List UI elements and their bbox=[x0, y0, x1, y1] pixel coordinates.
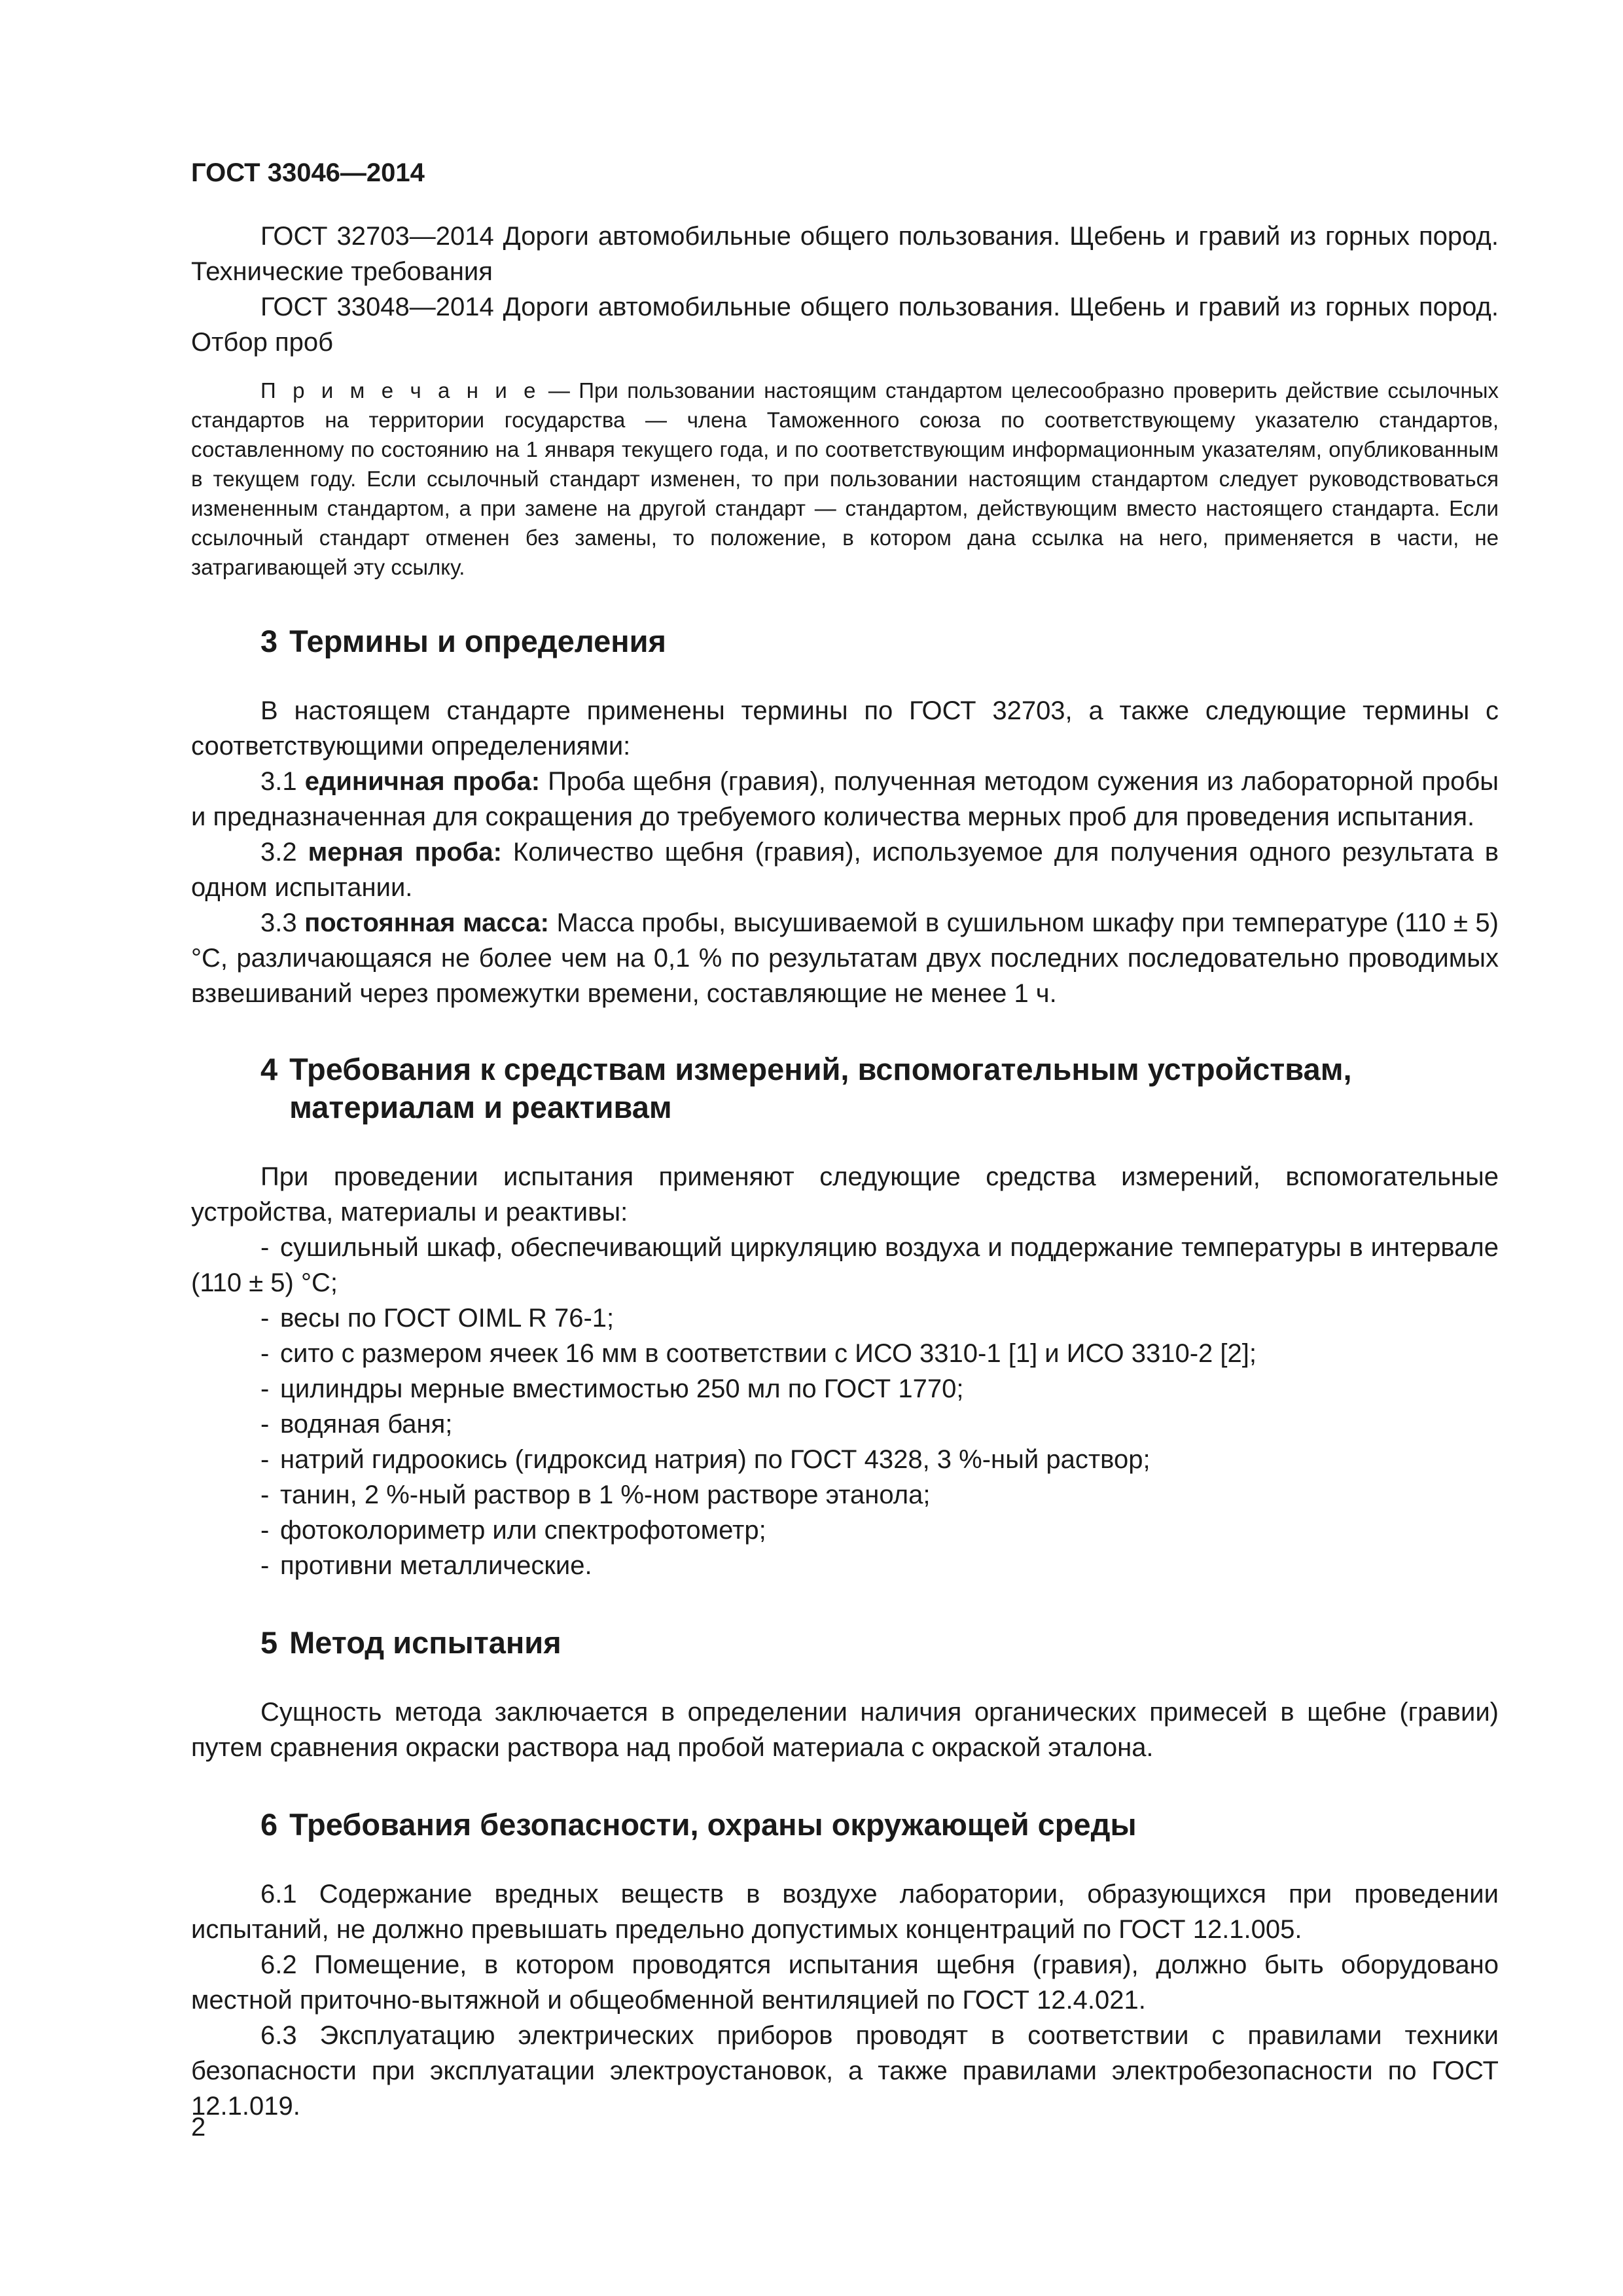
section-number: 5 bbox=[260, 1625, 278, 1660]
note-text: — При пользовании настоящим стандартом целесообразно проверить действие ссылочных стандартов на территории государства — члена Таможенного союза по соответствующему указателю стандартов, составленному по состоянию на 1 января текущего года, и по соответствующим информационным указателям, опубликованным в текущем году. Если ссылочный стандарт изменен, то при пользовании настоящим стандартом следует руководствоваться измененным стандартом, а при замене на другой стандарт — стандартом, действующим вместо настоящего стандарта. Если ссылочный стандарт отменен без замены, то положение, в котором дана ссылка на него, применяется в части, не затрагивающей эту ссылку. bbox=[191, 378, 1499, 579]
safety-paragraph: 6.1 Содержание вредных веществ в воздухе лаборатории, образующихся при проведении испытаний, не должно превышать предельно допустимых концентраций по ГОСТ 12.1.005. bbox=[191, 1880, 1499, 1944]
list-item: - противни металлические. bbox=[191, 1548, 1499, 1583]
section-text: Сущность метода заключается в определении наличия органических примесей в щебне (гравии) путем сравнения окраски раствора над пробой материала с окраской эталона. bbox=[191, 1698, 1499, 1762]
list-item: - водяная баня; bbox=[191, 1407, 1499, 1442]
section-equipment bbox=[191, 1050, 1499, 1583]
term-name: постоянная масса: bbox=[304, 908, 549, 937]
section-heading bbox=[191, 1624, 1499, 1662]
section-terms bbox=[191, 622, 1499, 1011]
list-item: - сушильный шкаф, обеспечивающий циркуляцию воздуха и поддержание температуры в интервале (110 ± 5) °С; bbox=[191, 1230, 1499, 1300]
section-number: 3 bbox=[260, 624, 278, 658]
term-definition bbox=[191, 834, 1499, 905]
page-number: 2 bbox=[191, 2113, 206, 2142]
note-block bbox=[191, 376, 1499, 582]
list-item: - танин, 2 %-ный раствор в 1 %-ном растворе этанола; bbox=[191, 1477, 1499, 1513]
section-number: 4 bbox=[260, 1052, 278, 1086]
section-number: 6 bbox=[260, 1807, 278, 1842]
term-number: 3.2 bbox=[260, 838, 297, 867]
safety-paragraph: 6.2 Помещение, в котором проводятся испытания щебня (гравия), должно быть оборудовано местной приточно-вытяжной и общеобменной вентиляцией по ГОСТ 12.4.021. bbox=[191, 1950, 1499, 2015]
term-text: Масса пробы, высушиваемой в сушильном шкафу при температуре (110 ± 5) °С, различающаяся не более чем на 0,1 % по результатам двух последних последовательно проводимых взвешиваний через промежутки времени, составляющие не менее 1 ч. bbox=[191, 908, 1499, 1008]
section-heading bbox=[191, 622, 1499, 660]
section-heading bbox=[191, 1050, 1499, 1126]
term-number: 3.3 bbox=[260, 908, 297, 937]
document-code-header: ГОСТ 33046—2014 bbox=[191, 158, 425, 187]
section-safety bbox=[191, 1806, 1499, 2124]
section-title: Требования безопасности, охраны окружающей среды bbox=[289, 1807, 1137, 1842]
term-name: мерная проба: bbox=[308, 838, 502, 867]
section-heading bbox=[191, 1806, 1499, 1844]
reference-item: ГОСТ 32703—2014 Дороги автомобильные общего пользования. Щебень и гравий из горных пород. Технические требования bbox=[191, 222, 1499, 286]
safety-paragraph: 6.3 Эксплуатацию электрических приборов проводят в соответствии с правилами техники безопасности при эксплуатации электроустановок, а также правилами электробезопасности по ГОСТ 12.1.019. bbox=[191, 2021, 1499, 2121]
section-title: Требования к средствам измерений, вспомогательным устройствам, материалам и реактивам bbox=[289, 1052, 1352, 1124]
term-definition bbox=[191, 905, 1499, 1011]
list-item: - натрий гидроокись (гидроксид натрия) по ГОСТ 4328, 3 %-ный раствор; bbox=[191, 1442, 1499, 1477]
term-name: единичная проба: bbox=[304, 767, 541, 796]
list-item: - сито с размером ячеек 16 мм в соответствии с ИСО 3310-1 [1] и ИСО 3310-2 [2]; bbox=[191, 1336, 1499, 1371]
term-definition bbox=[191, 764, 1499, 834]
list-item: - цилиндры мерные вместимостью 250 мл по ГОСТ 1770; bbox=[191, 1371, 1499, 1407]
term-text: Проба щебня (гравия), полученная методом сужения из лабораторной пробы и предназначенная для сокращения до требуемого количества мерных проб для проведения испытания. bbox=[191, 767, 1499, 831]
term-text: Количество щебня (гравия), используемое для получения одного результата в одном испытании. bbox=[191, 838, 1499, 902]
reference-item: ГОСТ 33048—2014 Дороги автомобильные общего пользования. Щебень и гравий из горных пород. Отбор проб bbox=[191, 293, 1499, 357]
section-method bbox=[191, 1624, 1499, 1765]
section-intro: В настоящем стандарте применены термины по ГОСТ 32703, а также следующие термины с соответствующими определениями: bbox=[191, 696, 1499, 761]
normative-references bbox=[191, 219, 1499, 360]
term-number: 3.1 bbox=[260, 767, 297, 796]
section-title: Термины и определения bbox=[289, 624, 666, 658]
note-label: П р и м е ч а н и е bbox=[260, 378, 540, 403]
section-title: Метод испытания bbox=[289, 1625, 562, 1660]
equipment-list bbox=[191, 1230, 1499, 1583]
list-item: - весы по ГОСТ OIML R 76-1; bbox=[191, 1300, 1499, 1336]
document-page bbox=[191, 157, 1499, 2124]
section-intro: При проведении испытания применяют следующие средства измерений, вспомогательные устройства, материалы и реактивы: bbox=[191, 1162, 1499, 1227]
list-item: - фотоколориметр или спектрофотометр; bbox=[191, 1513, 1499, 1548]
